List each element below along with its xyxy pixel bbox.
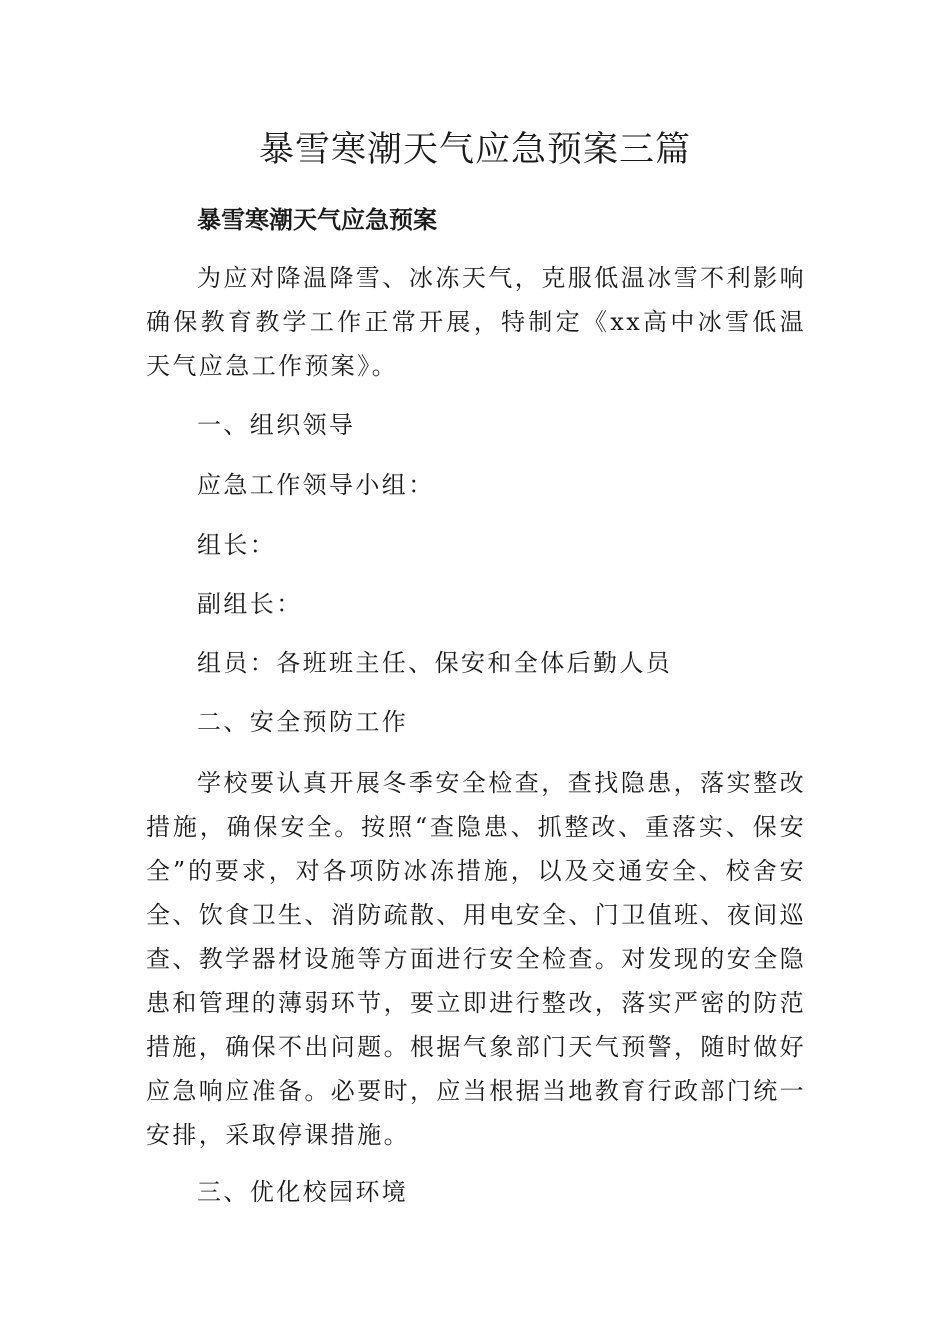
section-heading-environment: 三、优化校园环境 — [197, 1178, 409, 1206]
section-heading-safety: 二、安全预防工作 — [197, 708, 409, 736]
deputy-leader-line: 副组长： — [197, 590, 303, 618]
section-subtitle: 暴雪寒潮天气应急预案 — [197, 206, 437, 234]
intro-paragraph: 为应对降温降雪、冰冻天气，克服低温冰雪不利影响确保教育教学工作正常开展，特制定《xx高中冰雪低温天气应急工作预案》。 — [146, 264, 806, 380]
group-heading: 应急工作领导小组： — [197, 471, 435, 499]
section-heading-organization: 一、组织领导 — [197, 411, 356, 439]
document-title: 暴雪寒潮天气应急预案三篇 — [258, 130, 691, 170]
safety-paragraph: 学校要认真开展冬季安全检查，查找隐患，落实整改措施，确保安全。按照“查隐患、抓整改、重落实、保安全”的要求，对各项防冰冻措施，以及交通安全、校舍安全、饮食卫生、消防疏散、用电安全、门卫值班、夜间巡查、教学器材设施等方面进行安全检查。对发现的安全隐患和管理的薄弱环节，要立即进行整改，落实严密的防范措施，确保不出问题。根据气象部门天气预警，随时做好应急响应准备。必要时，应当根据当地教育行政部门统一安排，采取停课措施。 — [146, 769, 806, 1149]
members-line: 组员：各班班主任、保安和全体后勤人员 — [197, 649, 673, 677]
leader-line: 组长： — [197, 531, 277, 559]
